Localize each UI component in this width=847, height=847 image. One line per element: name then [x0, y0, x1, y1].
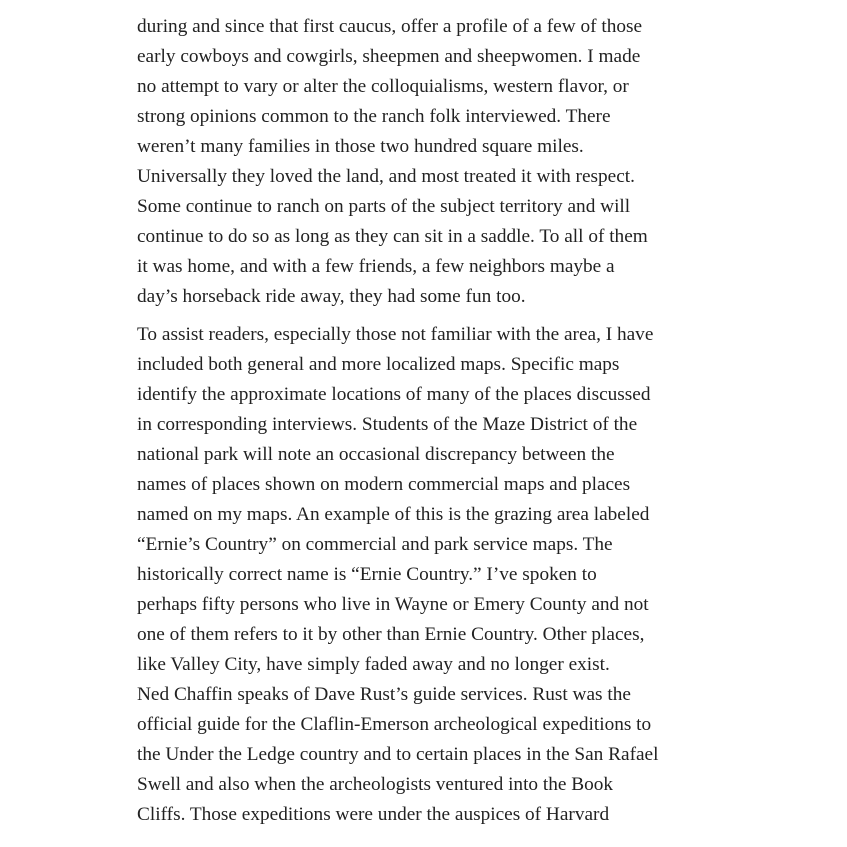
text-line: identify the approximate locations of many of the places discussed — [137, 384, 651, 405]
text-line: no attempt to vary or alter the colloquialisms, western flavor, or — [137, 76, 629, 97]
text-line: the Under the Ledge country and to certain places in the San Rafael — [137, 744, 659, 765]
text-line: To assist readers, especially those not familiar with the area, I have — [137, 324, 654, 345]
paragraph-maps — [137, 320, 737, 680]
text-line: it was home, and with a few friends, a few neighbors maybe a — [137, 256, 615, 277]
text-line: Some continue to ranch on parts of the subject territory and will — [137, 196, 631, 217]
text-line: Universally they loved the land, and most treated it with respect. — [137, 166, 635, 187]
text-line: like Valley City, have simply faded away and no longer exist. — [137, 654, 610, 675]
text-line: weren’t many families in those two hundred square miles. — [137, 136, 584, 157]
text-line: perhaps fifty persons who live in Wayne or Emery County and not — [137, 594, 649, 615]
text-line: strong opinions common to the ranch folk interviewed. There — [137, 106, 611, 127]
text-line: Cliffs. Those expeditions were under the auspices of Harvard — [137, 804, 610, 825]
paragraph-intro-profiles — [137, 12, 737, 312]
text-line: early cowboys and cowgirls, sheepmen and sheepwomen. I made — [137, 46, 641, 67]
text-line: included both general and more localized maps. Specific maps — [137, 354, 620, 375]
text-line: named on my maps. An example of this is the grazing area labeled — [137, 504, 650, 525]
text-line: official guide for the Claflin-Emerson archeological expeditions to — [137, 714, 652, 735]
text-line: “Ernie’s Country” on commercial and park service maps. The — [137, 534, 613, 555]
text-line: day’s horseback ride away, they had some fun too. — [137, 286, 526, 307]
text-line: one of them refers to it by other than Ernie Country. Other places, — [137, 624, 645, 645]
text-line: continue to do so as long as they can sit in a saddle. To all of them — [137, 226, 648, 247]
text-line: historically correct name is “Ernie Country.” I’ve spoken to — [137, 564, 597, 585]
text-line: in corresponding interviews. Students of the Maze District of the — [137, 414, 638, 435]
document-page — [137, 12, 737, 830]
paragraph-dave-rust — [137, 680, 737, 830]
text-line: Swell and also when the archeologists ventured into the Book — [137, 774, 614, 795]
text-line: national park will note an occasional discrepancy between the — [137, 444, 615, 465]
text-line: during and since that first caucus, offer a profile of a few of those — [137, 16, 643, 37]
text-line: Ned Chaffin speaks of Dave Rust’s guide services. Rust was the — [137, 684, 631, 705]
text-line: names of places shown on modern commercial maps and places — [137, 474, 631, 495]
